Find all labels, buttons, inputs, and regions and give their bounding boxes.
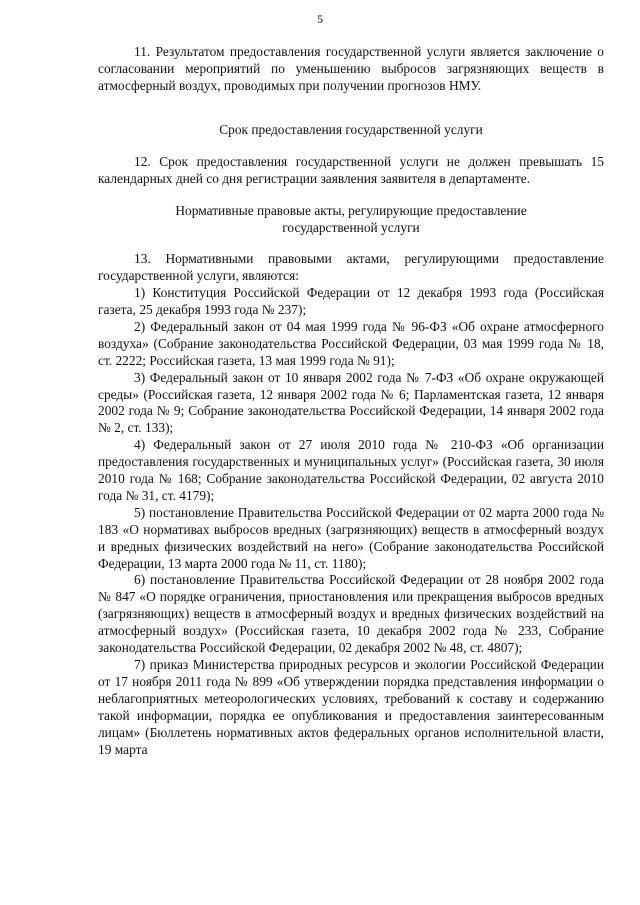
list-item-6: 6) постановление Правительства Российской Федерации от 28 ноября 2002 года № 847 «О порядке ограничения, приостановления или прекращения выбросов вредных (загрязняющих) веществ в атмосферный воздух и вредных физических воздействий на атмосферный воздух» (Российская газета, 10 декабря 2002 года № 233, Собрание законодательства Российской Федерации, 02 декабря 2002 № 48, ст. 4807);: [98, 572, 604, 656]
list-item-3: 3) Федеральный закон от 10 января 2002 года № 7-ФЗ «Об охране окружающей среды» (Российская газета, 12 января 2002 года № 6; Парламентская газета, 12 января 2002 года № 9; Собрание законодательства Российской Федерации, 14 января 2002 года № 2, ст. 133);: [98, 369, 604, 436]
heading-service-term: Срок предоставления государственной услуги: [219, 121, 483, 137]
heading-legal-acts-line-2: государственной услуги: [282, 220, 420, 236]
page-number: 5: [317, 12, 323, 26]
paragraph-11: 11. Результатом предоставления государственной услуги является заключение о согласовании мероприятий по уменьшению выбросов загрязняющих веществ в атмосферный воздух, проводимых при получении прогнозов НМУ.: [98, 44, 604, 93]
heading-legal-acts: [98, 203, 604, 237]
heading-legal-acts-line-1: Нормативные правовые акты, регулирующие предоставление: [175, 203, 527, 219]
list-item-4: 4) Федеральный закон от 27 июля 2010 года № 210-ФЗ «Об организации предоставления государственных и муниципальных услуг» (Российская газета, 30 июля 2010 года № 168; Собрание законодательства Российской Федерации, 02 августа 2010 года № 31, ст. 4179);: [98, 437, 604, 503]
paragraph-13: 13. Нормативными правовыми актами, регулирующими предоставление государственной услуги, являются:: [98, 251, 604, 284]
list-item-5: 5) постановление Правительства Российской Федерации от 02 марта 2000 года № 183 «О нормативах выбросов вредных (загрязняющих) веществ в атмосферный воздух и вредных физических воздействий на него» (Собрание законодательства Российской Федерации, 13 марта 2000 года № 11, ст. 1180);: [98, 504, 604, 571]
paragraph-12: 12. Срок предоставления государственной услуги не должен превышать 15 календарных дней со дня регистрации заявления заявителя в департаменте.: [98, 153, 604, 186]
document-body: [98, 44, 604, 758]
list-item-1: 1) Конституция Российской Федерации от 12 декабря 1993 года (Российская газета, 25 декабря 1993 года № 237);: [98, 285, 604, 317]
list-item-7: 7) приказ Министерства природных ресурсов и экологии Российской Федерации от 17 ноября 2011 года № 899 «Об утверждении порядка представления информации о неблагоприятных метеорологических условиях, требований к составу и содержанию такой информации, порядка ее опубликования и предоставления заинтересованным лицам» (Бюллетень нормативных актов федеральных органов исполнительной власти, 19 марта: [98, 657, 604, 757]
list-item-2: 2) Федеральный закон от 04 мая 1999 года № 96-ФЗ «Об охране атмосферного воздуха» (Собрание законодательства Российской Федерации, 03 мая 1999 года № 18, ст. 2222; Российская газета, 13 мая 1999 года № 91);: [98, 318, 604, 368]
